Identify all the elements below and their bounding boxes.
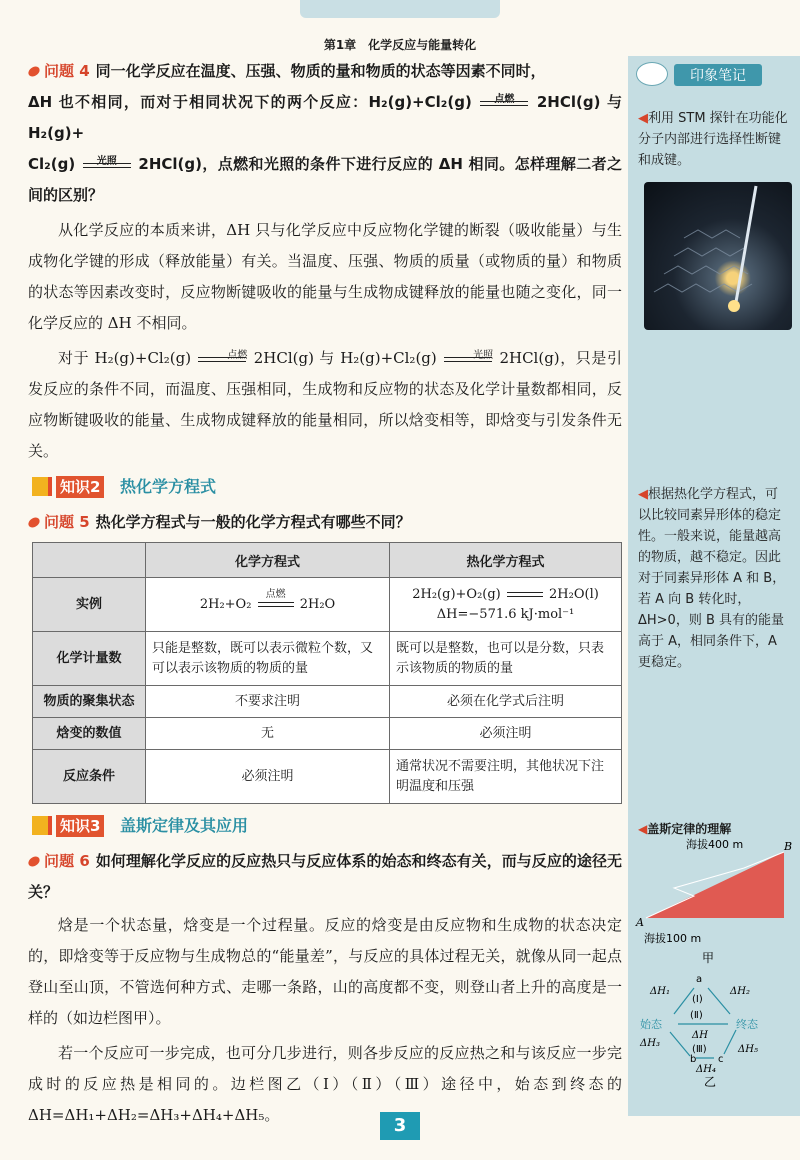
svg-text:ΔH₂: ΔH₂ bbox=[730, 986, 750, 997]
leaf-icon bbox=[27, 516, 41, 529]
question-tag: 问题 6 bbox=[44, 852, 90, 870]
reaction-arrow: 点燃 bbox=[478, 96, 530, 110]
answer-6-para-1: 焓是一个状态量，焓变是一个过程量。反应的焓变是由反应物和生成物的状态决定的，即焓变等于反应物与生成物总的“能量差”，与反应的具体过程无关，就像从同一起点登山至山顶，不管选何种方式、走哪一条路，山的高度都不变，则登山者上升的高度是一样的（如边栏图甲）。 bbox=[28, 916, 622, 1027]
svg-text:b: b bbox=[690, 1054, 697, 1065]
table-cell: 通常状况不需要注明，其他状况下注明温度和压强 bbox=[390, 750, 622, 804]
answer-4-para-1: 从化学反应的本质来讲，ΔH 只与化学反应中反应物化学键的断裂（吸收能量）与生成物化学键的形成（释放能量）有关。当温度、压强、物质的质量（或物质的量）和物质的状态等因素改变时，反应物断键吸收的能量与生成物成键释放的能量也随之变化，同一化学反应的 ΔH 不相同。 bbox=[28, 221, 622, 332]
reaction-arrow: 光照 bbox=[81, 158, 133, 172]
svg-text:a: a bbox=[696, 974, 703, 985]
table-cell: 不要求注明 bbox=[146, 686, 390, 718]
svg-text:ΔH₃: ΔH₃ bbox=[640, 1038, 660, 1049]
knowledge-point-2 bbox=[28, 473, 622, 503]
question-4-equation: ΔH 也不相同，而对于相同状况下的两个反应：H₂(g)+Cl₂(g) 点燃 2HCl(g) 与 H₂(g)+ bbox=[28, 93, 622, 142]
notes-header bbox=[628, 60, 800, 88]
book-icon bbox=[32, 816, 52, 835]
fig-caption: 甲 bbox=[702, 951, 715, 965]
row-header: 反应条件 bbox=[33, 750, 146, 804]
table-cell: 必须在化学式后注明 bbox=[390, 686, 622, 718]
table-cell: 只能是整数，既可以表示微粒个数，又可以表示该物质的物质的量 bbox=[146, 632, 390, 686]
fig-point-a: A bbox=[636, 916, 644, 929]
stm-image bbox=[644, 182, 792, 330]
leaf-icon bbox=[27, 855, 41, 868]
column-header: 热化学方程式 bbox=[390, 543, 622, 578]
knowledge-point-3 bbox=[28, 812, 622, 842]
note-stm: ◀利用 STM 探针在功能化分子内部进行选择性断键和成键。 bbox=[638, 111, 788, 168]
knowledge-title: 盖斯定律及其应用 bbox=[120, 816, 249, 835]
table-row bbox=[33, 686, 622, 718]
svg-text:(Ⅲ): (Ⅲ) bbox=[692, 1044, 707, 1055]
comparison-table bbox=[32, 542, 622, 804]
question-4: 问题 4 同一化学反应在温度、压强、物质的量和物质的状态等因素不同时， bbox=[28, 56, 622, 87]
answer-4-para-2: 对于 H₂(g)+Cl₂(g) 点燃 2HCl(g) 与 H₂(g)+Cl₂(g) 光照 2HCl(g)，只是引发反应的条件不同，而温度、压强相同，生成物和反应物的状态及化学计量数都相同，反应物断键吸收的能量、生成物成键释放的能量相同，所以焓变相等，即焓变与引发条件无关。 bbox=[28, 349, 622, 460]
note-hess: ◀盖斯定律的理解 bbox=[638, 822, 732, 836]
table-cell: 2H₂+O₂ 点燃 2H₂O bbox=[146, 578, 390, 632]
table-cell: 无 bbox=[146, 718, 390, 750]
reaction-arrow: 点燃 bbox=[196, 352, 248, 366]
svg-text:ΔH₁: ΔH₁ bbox=[650, 986, 670, 997]
note-allotrope: ◀根据热化学方程式，可以比较同素异形体的稳定性。一般来说，能量越高的物质，越不稳定。因此对于同素异形体 A 和 B，若 A 向 B 转化时，ΔH>0，则 B 具有的能量高于 A，相同条件下，A 更稳定。 bbox=[638, 487, 786, 670]
svg-text:(Ⅰ): (Ⅰ) bbox=[692, 994, 703, 1005]
reaction-path-figure bbox=[634, 968, 798, 1088]
question-5: 问题 5 热化学方程式与一般的化学方程式有哪些不同？ bbox=[28, 507, 622, 538]
answer-6-para-2: 若一个反应可一步完成，也可分几步进行，则各步反应的反应热之和与该反应一步完成时的反应热是相同的。边栏图乙（Ⅰ）（Ⅱ）（Ⅲ）途径中，始态到终态的 ΔH=ΔH₁+ΔH₂=ΔH₃+ΔH₄+ΔH₅。 bbox=[28, 1044, 622, 1124]
question-tag: 问题 4 bbox=[44, 62, 90, 80]
fig-bottom-label: 海拔100 m bbox=[644, 932, 702, 945]
reaction-arrow: 点燃 bbox=[256, 597, 296, 611]
row-header: 焓变的数值 bbox=[33, 718, 146, 750]
table-row bbox=[33, 718, 622, 750]
knowledge-label: 知识2 bbox=[56, 476, 104, 498]
svg-text:乙: 乙 bbox=[704, 1075, 717, 1088]
table-cell: 既可以是整数，也可以是分数，只表示该物质的物质的量 bbox=[390, 632, 622, 686]
header-decoration bbox=[300, 0, 500, 18]
table-row bbox=[33, 632, 622, 686]
table-cell: 必须注明 bbox=[390, 718, 622, 750]
svg-text:c: c bbox=[718, 1054, 724, 1065]
fig-top-label: 海拔400 m bbox=[686, 838, 744, 851]
svg-text:(Ⅱ): (Ⅱ) bbox=[690, 1010, 703, 1021]
book-icon bbox=[32, 477, 52, 496]
knowledge-title: 热化学方程式 bbox=[120, 477, 217, 496]
reaction-arrow: 光照 bbox=[442, 352, 494, 366]
row-header: 化学计量数 bbox=[33, 632, 146, 686]
page-header bbox=[0, 0, 800, 52]
column-header: 化学方程式 bbox=[146, 543, 390, 578]
question-tag: 问题 5 bbox=[44, 513, 90, 531]
main-content bbox=[28, 56, 622, 1131]
elephant-icon bbox=[636, 62, 668, 86]
leaf-icon bbox=[27, 65, 41, 78]
fig-point-b: B bbox=[784, 840, 793, 853]
svg-text:ΔH₅: ΔH₅ bbox=[738, 1044, 758, 1055]
table-cell: 2H₂(g)+O₂(g) 2H₂O(l) ΔH=−571.6 kJ·mol⁻¹ bbox=[390, 578, 622, 632]
svg-text:ΔH: ΔH bbox=[692, 1030, 708, 1041]
row-header: 实例 bbox=[33, 578, 146, 632]
notes-title: 印象笔记 bbox=[674, 64, 762, 86]
page-number: 3 bbox=[380, 1112, 420, 1140]
chapter-title: 第1章 化学反应与能量转化 bbox=[323, 38, 477, 52]
page-footer bbox=[370, 1112, 430, 1156]
mountain-figure bbox=[634, 838, 798, 968]
svg-text:ΔH₄: ΔH₄ bbox=[696, 1064, 716, 1075]
question-6: 问题 6 如何理解化学反应的反应热只与反应体系的始态和终态有关，而与反应的途径无关？ bbox=[28, 852, 622, 901]
svg-text:始态: 始态 bbox=[640, 1018, 662, 1031]
svg-text:终态: 终态 bbox=[736, 1018, 758, 1031]
table-header-row bbox=[33, 543, 622, 578]
row-header: 物质的聚集状态 bbox=[33, 686, 146, 718]
table-cell: 必须注明 bbox=[146, 750, 390, 804]
table-row bbox=[33, 750, 622, 804]
knowledge-label: 知识3 bbox=[56, 815, 104, 837]
question-4-equation-2: Cl₂(g) 光照 2HCl(g)，点燃和光照的条件下进行反应的 ΔH 相同。怎样理解二者之间的区别？ bbox=[28, 155, 622, 204]
table-row bbox=[33, 578, 622, 632]
sidebar-notes bbox=[628, 56, 800, 1116]
reaction-arrow bbox=[505, 587, 545, 601]
